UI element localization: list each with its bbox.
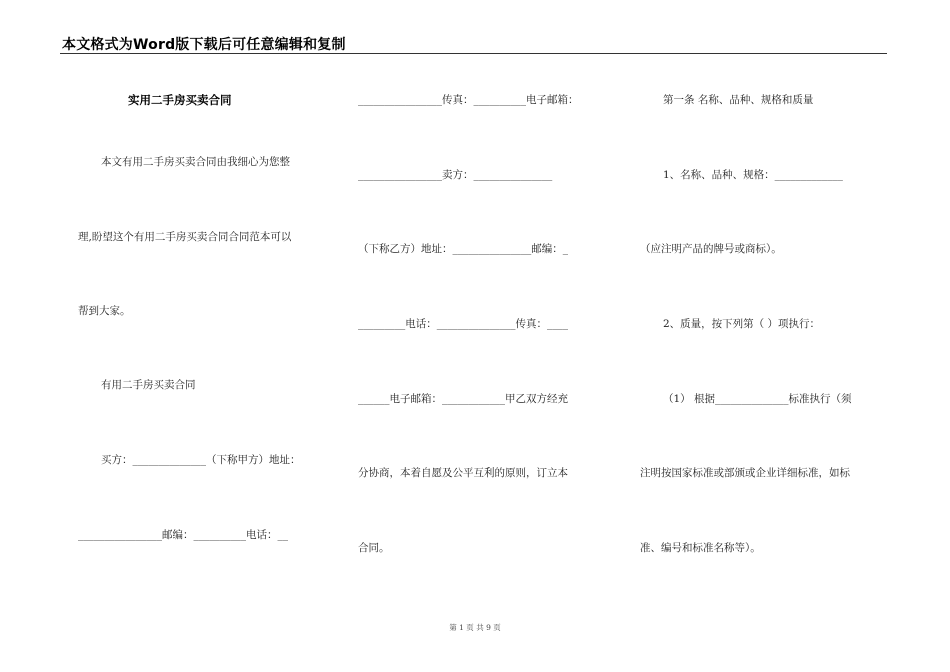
- left-line-5: 买方：______________（下称甲方）地址：: [101, 454, 301, 466]
- middle-line-7: 合同。: [358, 542, 390, 554]
- document-title: 实用二手房买卖合同: [128, 93, 232, 107]
- middle-line-1: ________________传真：__________电子邮箱：: [358, 94, 579, 106]
- middle-line-2: ________________卖方：_______________: [358, 169, 553, 181]
- middle-line-4: _________电话：_______________传真：____: [358, 318, 568, 330]
- left-line-1: 本文有用二手房买卖合同由我细心为您整: [101, 156, 290, 168]
- middle-line-5: ______电子邮箱：____________甲乙双方经充: [358, 393, 568, 405]
- middle-line-6: 分协商，本着自愿及公平互利的原则，订立本: [358, 467, 568, 479]
- left-line-4: 有用二手房买卖合同: [101, 379, 196, 391]
- right-line-1: 第一条 名称、品种、规格和质量: [663, 94, 814, 106]
- left-line-6: ________________邮编：__________电话：__: [78, 529, 288, 541]
- right-line-3: （应注明产品的牌号或商标）。: [640, 243, 782, 255]
- left-line-3: 帮到大家。: [78, 305, 131, 317]
- header-rule: [60, 53, 887, 54]
- right-line-6: 注明按国家标准或部颁或企业详细标准，如标: [640, 467, 850, 479]
- middle-line-3: （下称乙方）地址：_______________邮编：_: [358, 243, 568, 255]
- right-line-4: 2、质量，按下列第（ ）项执行：: [663, 318, 821, 330]
- right-line-7: 准、编号和标准名称等）。: [640, 542, 761, 554]
- right-line-5: （1） 根据______________标准执行（须: [663, 393, 852, 405]
- page-header: 本文格式为Word版下载后可任意编辑和复制: [62, 37, 346, 53]
- left-line-2: 理,盼望这个有用二手房买卖合同合同范本可以: [78, 231, 292, 243]
- page-footer: 第 1 页 共 9 页: [449, 623, 501, 632]
- right-line-2: 1、名称、品种、规格：_____________: [663, 169, 843, 181]
